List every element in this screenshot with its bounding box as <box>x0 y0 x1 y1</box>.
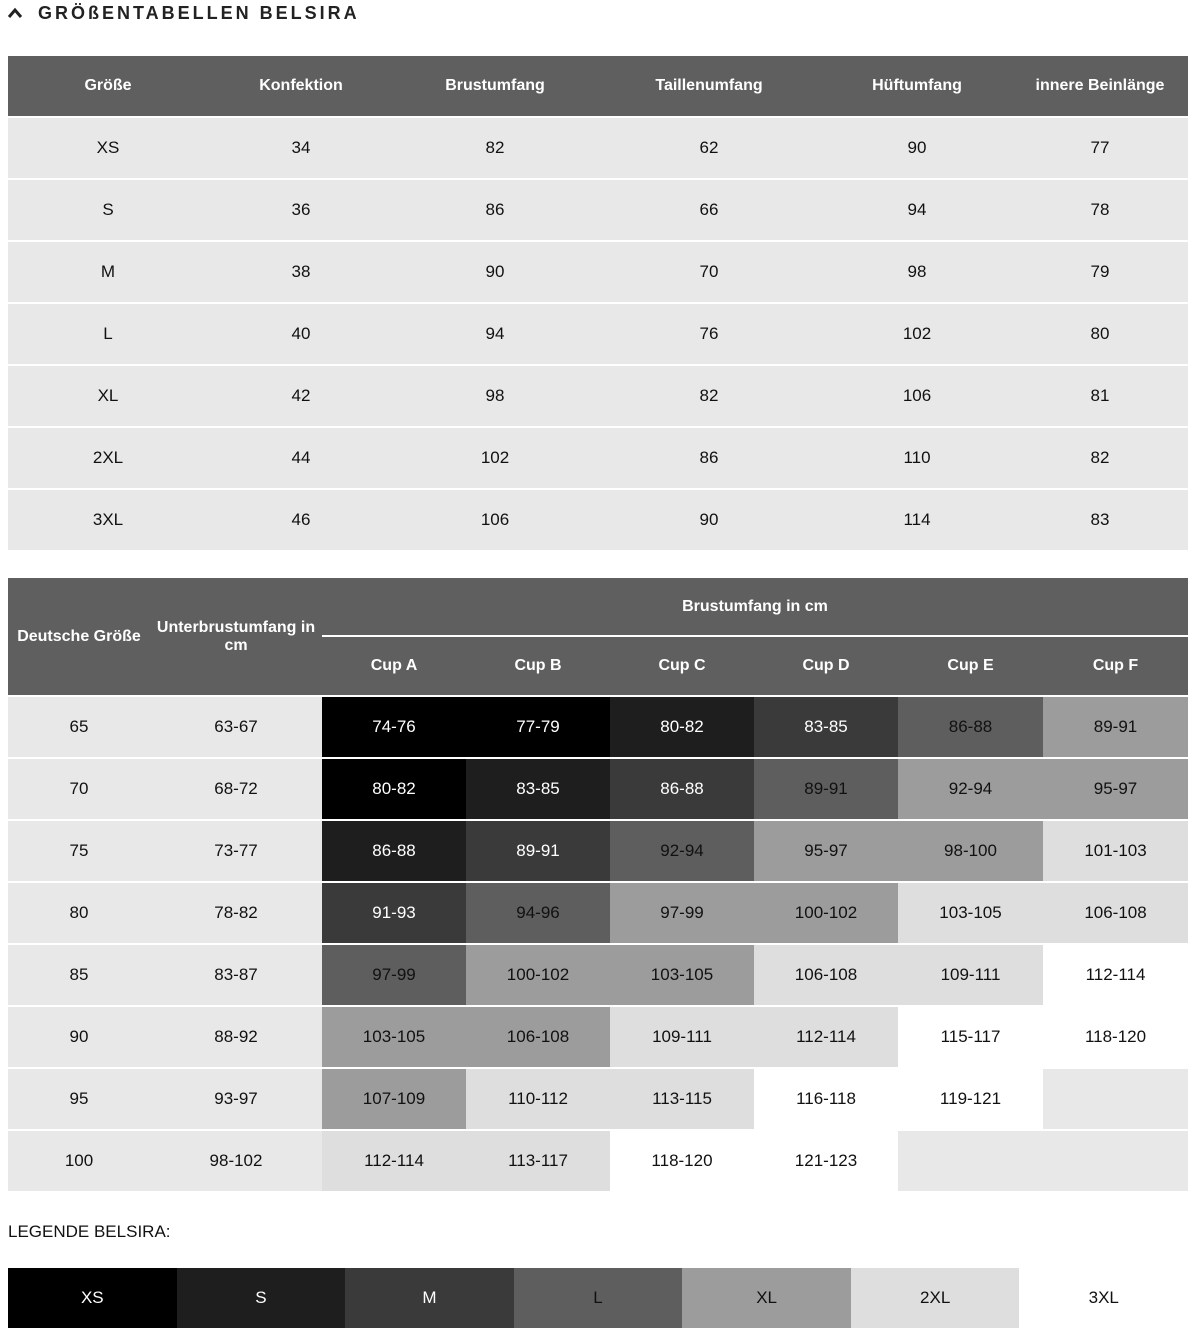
cup-cell: 106-108 <box>754 944 898 1006</box>
german-size-cell: 70 <box>8 758 150 820</box>
legend-item-s: S <box>177 1268 346 1328</box>
cup-cell: 121-123 <box>754 1130 898 1191</box>
table-cell: 98 <box>822 241 1012 303</box>
table-cell: 98 <box>394 365 596 427</box>
cup-cell: 119-121 <box>898 1068 1043 1130</box>
cup-cell: 80-82 <box>610 696 754 758</box>
table-cell: 66 <box>596 179 822 241</box>
table-cell: 82 <box>596 365 822 427</box>
cup-cell: 101-103 <box>1043 820 1188 882</box>
table-row <box>8 117 1188 179</box>
table-row <box>8 489 1188 550</box>
table-row <box>8 427 1188 489</box>
table-cell: 83 <box>1012 489 1188 550</box>
cup-cell: 86-88 <box>610 758 754 820</box>
underbust-cell: 63-67 <box>150 696 322 758</box>
cup-cell <box>898 1130 1043 1191</box>
cup-cell: 106-108 <box>1043 882 1188 944</box>
cup-cell: 92-94 <box>610 820 754 882</box>
cup-cell: 83-85 <box>754 696 898 758</box>
cup-cell: 112-114 <box>322 1130 466 1191</box>
header-brustumfang-group: Brustumfang in cm <box>322 578 1188 636</box>
underbust-cell: 88-92 <box>150 1006 322 1068</box>
table-row <box>8 179 1188 241</box>
header-beinlaenge: innere Beinlänge <box>1012 56 1188 117</box>
table-cell: 106 <box>394 489 596 550</box>
table-cell: 77 <box>1012 117 1188 179</box>
table-header-row <box>8 578 1188 636</box>
header-taillenumfang: Taillenumfang <box>596 56 822 117</box>
table-cell: 44 <box>208 427 394 489</box>
cup-cell: 74-76 <box>322 696 466 758</box>
underbust-cell: 98-102 <box>150 1130 322 1191</box>
cup-cell: 113-115 <box>610 1068 754 1130</box>
table-cell: 2XL <box>8 427 208 489</box>
table-cell: 38 <box>208 241 394 303</box>
table-cell: 82 <box>1012 427 1188 489</box>
cup-cell: 98-100 <box>898 820 1043 882</box>
clothing-size-table <box>8 56 1188 550</box>
table-cell: 40 <box>208 303 394 365</box>
cup-cell <box>1043 1068 1188 1130</box>
table-cell: 110 <box>822 427 1012 489</box>
cup-cell: 77-79 <box>466 696 610 758</box>
section-title: GRÖßENTABELLEN BELSIRA <box>38 2 360 23</box>
cup-cell: 118-120 <box>610 1130 754 1191</box>
table-cell: 70 <box>596 241 822 303</box>
table-row <box>8 944 1188 1006</box>
cup-cell: 94-96 <box>466 882 610 944</box>
table-cell: 34 <box>208 117 394 179</box>
underbust-cell: 68-72 <box>150 758 322 820</box>
cup-cell: 112-114 <box>754 1006 898 1068</box>
table-row <box>8 758 1188 820</box>
cup-cell: 100-102 <box>466 944 610 1006</box>
cup-cell: 89-91 <box>1043 696 1188 758</box>
table-row <box>8 241 1188 303</box>
header-cup-b: Cup B <box>466 636 610 696</box>
table-row <box>8 365 1188 427</box>
underbust-cell: 93-97 <box>150 1068 322 1130</box>
german-size-cell: 100 <box>8 1130 150 1191</box>
cup-cell: 113-117 <box>466 1130 610 1191</box>
cup-cell: 103-105 <box>322 1006 466 1068</box>
cup-cell: 86-88 <box>322 820 466 882</box>
header-groesse: Größe <box>8 56 208 117</box>
header-cup-f: Cup F <box>1043 636 1188 696</box>
header-cup-a: Cup A <box>322 636 466 696</box>
cup-cell: 89-91 <box>466 820 610 882</box>
table-row <box>8 1130 1188 1191</box>
bra-size-table <box>8 578 1188 1191</box>
table-cell: 106 <box>822 365 1012 427</box>
table-cell: 3XL <box>8 489 208 550</box>
german-size-cell: 80 <box>8 882 150 944</box>
table-cell: 90 <box>596 489 822 550</box>
cup-cell: 91-93 <box>322 882 466 944</box>
table-cell: M <box>8 241 208 303</box>
table-cell: 86 <box>596 427 822 489</box>
table-cell: 42 <box>208 365 394 427</box>
cup-cell <box>1043 1130 1188 1191</box>
table-cell: XL <box>8 365 208 427</box>
table-cell: 82 <box>394 117 596 179</box>
german-size-cell: 95 <box>8 1068 150 1130</box>
cup-cell: 95-97 <box>754 820 898 882</box>
header-deutsche-groesse: Deutsche Größe <box>8 578 150 696</box>
cup-cell: 97-99 <box>322 944 466 1006</box>
legend-item-m: M <box>345 1268 514 1328</box>
legend-item-3xl: 3XL <box>1019 1268 1188 1328</box>
german-size-cell: 85 <box>8 944 150 1006</box>
legend <box>8 1268 1188 1328</box>
table-cell: 94 <box>822 179 1012 241</box>
cup-cell: 118-120 <box>1043 1006 1188 1068</box>
table-header-row <box>8 56 1188 117</box>
size-charts-toggle[interactable] <box>0 0 1200 26</box>
table-cell: L <box>8 303 208 365</box>
cup-cell: 86-88 <box>898 696 1043 758</box>
table-cell: 62 <box>596 117 822 179</box>
header-cup-c: Cup C <box>610 636 754 696</box>
underbust-cell: 83-87 <box>150 944 322 1006</box>
cup-cell: 97-99 <box>610 882 754 944</box>
cup-cell: 106-108 <box>466 1006 610 1068</box>
cup-cell: 92-94 <box>898 758 1043 820</box>
cup-cell: 89-91 <box>754 758 898 820</box>
underbust-cell: 73-77 <box>150 820 322 882</box>
chevron-up-icon <box>4 2 26 24</box>
table-cell: 90 <box>394 241 596 303</box>
table-cell: 86 <box>394 179 596 241</box>
table-row <box>8 696 1188 758</box>
header-unterbrustumfang: Unterbrustumfang in cm <box>150 578 322 696</box>
cup-cell: 116-118 <box>754 1068 898 1130</box>
german-size-cell: 65 <box>8 696 150 758</box>
table-cell: 46 <box>208 489 394 550</box>
table-row <box>8 1068 1188 1130</box>
cup-cell: 100-102 <box>754 882 898 944</box>
table-cell: 90 <box>822 117 1012 179</box>
legend-item-xs: XS <box>8 1268 177 1328</box>
table-cell: XS <box>8 117 208 179</box>
table-cell: 81 <box>1012 365 1188 427</box>
table-row <box>8 1006 1188 1068</box>
table-row <box>8 820 1188 882</box>
header-konfektion: Konfektion <box>208 56 394 117</box>
header-cup-d: Cup D <box>754 636 898 696</box>
cup-cell: 110-112 <box>466 1068 610 1130</box>
german-size-cell: 90 <box>8 1006 150 1068</box>
table-row <box>8 303 1188 365</box>
cup-cell: 107-109 <box>322 1068 466 1130</box>
cup-cell: 83-85 <box>466 758 610 820</box>
table-cell: 102 <box>394 427 596 489</box>
cup-cell: 80-82 <box>322 758 466 820</box>
table-cell: 76 <box>596 303 822 365</box>
table-row <box>8 882 1188 944</box>
legend-item-xl: XL <box>682 1268 851 1328</box>
table-cell: 36 <box>208 179 394 241</box>
header-hueftumfang: Hüftumfang <box>822 56 1012 117</box>
cup-cell: 115-117 <box>898 1006 1043 1068</box>
cup-cell: 103-105 <box>610 944 754 1006</box>
table-cell: 102 <box>822 303 1012 365</box>
german-size-cell: 75 <box>8 820 150 882</box>
table-cell: 78 <box>1012 179 1188 241</box>
legend-item-2xl: 2XL <box>851 1268 1020 1328</box>
cup-cell: 95-97 <box>1043 758 1188 820</box>
underbust-cell: 78-82 <box>150 882 322 944</box>
table-cell: 114 <box>822 489 1012 550</box>
cup-cell: 109-111 <box>898 944 1043 1006</box>
legend-item-l: L <box>514 1268 683 1328</box>
header-brustumfang: Brustumfang <box>394 56 596 117</box>
cup-cell: 109-111 <box>610 1006 754 1068</box>
cup-cell: 103-105 <box>898 882 1043 944</box>
table-cell: 80 <box>1012 303 1188 365</box>
cup-cell: 112-114 <box>1043 944 1188 1006</box>
table-cell: S <box>8 179 208 241</box>
legend-title: LEGENDE BELSIRA: <box>8 1222 171 1241</box>
header-cup-e: Cup E <box>898 636 1043 696</box>
table-cell: 94 <box>394 303 596 365</box>
table-cell: 79 <box>1012 241 1188 303</box>
